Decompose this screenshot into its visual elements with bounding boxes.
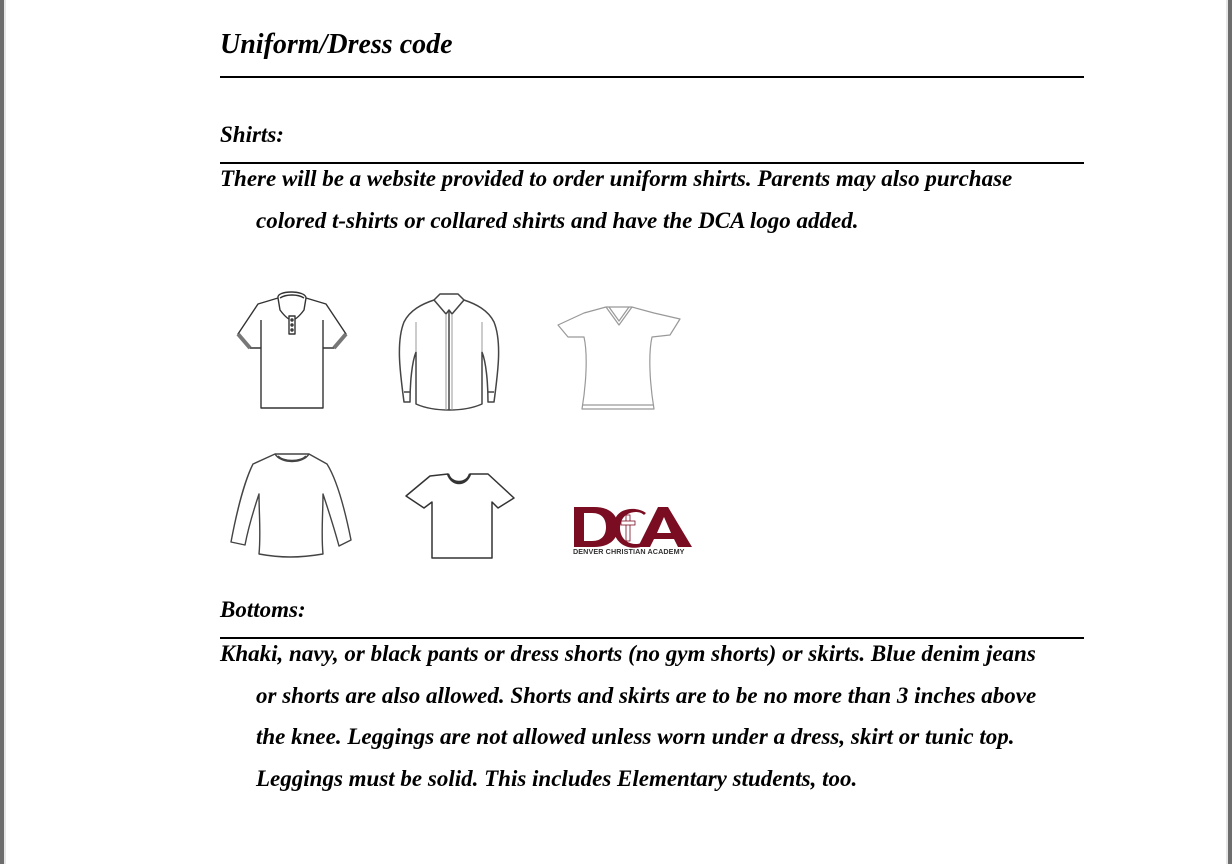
bottoms-line-2: or shorts are also allowed. Shorts and skirts are to be no more than 3 inches above	[256, 682, 1037, 708]
page-title: Uniform/Dress code	[220, 29, 453, 60]
v-neck-tshirt-image	[556, 305, 682, 415]
crew-tshirt-icon	[404, 470, 516, 562]
bottoms-line-3: the knee. Leggings are not allowed unless worn under a dress, skirt or tunic top.	[256, 724, 1015, 749]
polo-shirt-icon	[236, 290, 348, 412]
dca-logo	[572, 503, 694, 557]
bottoms-line-1: Khaki, navy, or black pants or dress shorts (no gym shorts) or skirts. Blue denim jeans	[220, 641, 1036, 666]
section-heading-bottoms: Bottoms:	[220, 597, 306, 622]
v-neck-tshirt-icon	[556, 305, 682, 415]
shirts-line-2: colored t-shirts or collared shirts and have the DCA logo added.	[256, 207, 859, 233]
polo-shirt-image	[236, 290, 348, 412]
crew-tshirt-image	[404, 470, 516, 562]
shirts-paragraph	[220, 158, 1100, 241]
shirts-line-1: There will be a website provided to order uniform shirts. Parents may also purchase	[220, 166, 1013, 191]
long-sleeve-shirt-image	[229, 450, 355, 560]
long-sleeve-shirt-icon	[229, 450, 355, 560]
section-heading-shirts: Shirts:	[220, 122, 284, 147]
button-down-shirt-image	[394, 292, 504, 414]
bottoms-line-4: Leggings must be solid. This includes Elementary students, too.	[256, 765, 858, 791]
title-rule	[220, 76, 1084, 78]
button-down-shirt-icon	[394, 292, 504, 414]
dca-logo-icon	[572, 503, 694, 549]
dca-logo-caption: DENVER CHRISTIAN ACADEMY	[573, 547, 685, 556]
bottoms-paragraph	[220, 633, 1100, 799]
